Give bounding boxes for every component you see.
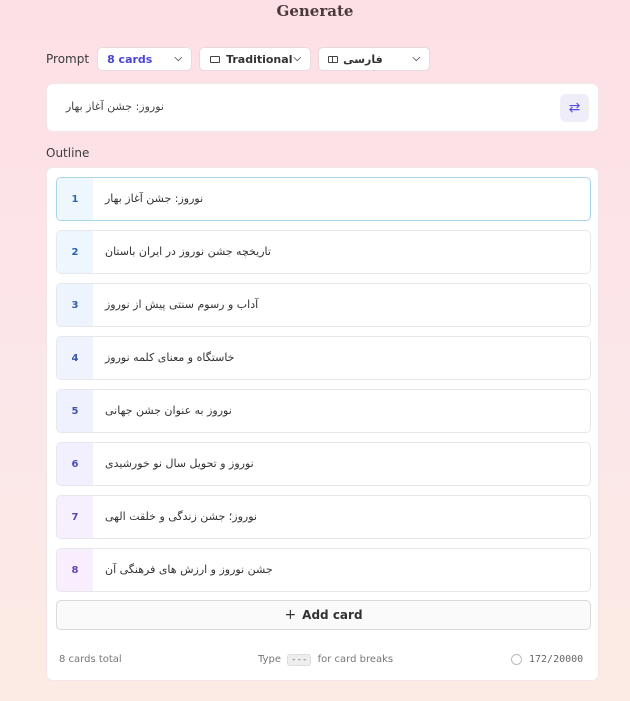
card-number: 3	[57, 284, 93, 326]
outline-card-4[interactable]	[56, 336, 591, 380]
card-title[interactable]: تاریخچه جشن نوروز در ایران باستان	[105, 245, 271, 258]
chevron-down-icon: ⌵	[174, 53, 183, 64]
card-title[interactable]: خاستگاه و معنای کلمه نوروز	[105, 351, 235, 364]
page-title: Generate	[276, 2, 354, 20]
prompt-settings	[46, 47, 437, 71]
cards-total: 8 cards total	[59, 654, 122, 665]
outline-card-7[interactable]	[56, 495, 591, 539]
chevron-down-icon: ⌵	[412, 53, 421, 64]
card-title[interactable]: آداب و رسوم سنتی پیش از نوروز	[105, 298, 259, 311]
card-break-code: ---	[287, 654, 311, 666]
card-title[interactable]: جشن نوروز و ارزش های فرهنگی آن	[105, 563, 273, 576]
card-title[interactable]: نوروز و تحویل سال نو خورشیدی	[105, 457, 254, 470]
card-count-select[interactable]	[97, 47, 192, 71]
outline-card-5[interactable]	[56, 389, 591, 433]
language-value: فارسی	[343, 52, 383, 66]
card-title[interactable]: نوروز به عنوان جشن جهانی	[105, 404, 232, 417]
outline-card-3[interactable]	[56, 283, 591, 327]
topic-text: نوروز: جشن آغاز بهار	[65, 100, 164, 113]
language-select[interactable]	[318, 47, 430, 71]
card-count-value: 8 cards	[107, 52, 153, 66]
progress-circle-icon	[511, 654, 522, 665]
character-count: 172/20000	[529, 654, 584, 665]
card-number: 6	[57, 443, 93, 485]
outline-footer	[47, 652, 600, 668]
card-number: 7	[57, 496, 93, 538]
card-number: 2	[57, 231, 93, 273]
regenerate-button[interactable]	[560, 94, 589, 122]
add-card-label: Add card	[302, 608, 363, 622]
card-number: 8	[57, 549, 93, 591]
refresh-icon: ⇄	[568, 100, 581, 116]
outline-card-1[interactable]	[56, 177, 591, 221]
outline-card-6[interactable]	[56, 442, 591, 486]
card-number: 1	[57, 178, 93, 220]
prompt-label: Prompt	[46, 52, 90, 66]
card-title[interactable]: نوروز؛ جشن زندگی و خلقت الهی	[105, 510, 257, 523]
outline-panel	[46, 167, 599, 681]
outline-card-8[interactable]	[56, 548, 591, 592]
outline-card-2[interactable]	[56, 230, 591, 274]
card-number: 5	[57, 390, 93, 432]
outline-label: Outline	[46, 146, 90, 160]
hint-suffix: for card breaks	[317, 654, 394, 665]
plus-icon: +	[284, 607, 297, 623]
add-card-button[interactable]	[56, 600, 591, 630]
chevron-down-icon: ⌵	[293, 53, 302, 64]
style-value: Traditional	[226, 52, 293, 66]
topic-input[interactable]	[46, 83, 599, 132]
hint-prefix: Type	[258, 654, 281, 665]
card-icon	[210, 56, 220, 63]
language-icon	[328, 56, 338, 63]
card-title[interactable]: نوروز: جشن آغاز بهار	[105, 192, 204, 205]
card-number: 4	[57, 337, 93, 379]
card-break-hint	[258, 654, 393, 666]
style-select[interactable]	[199, 47, 311, 71]
